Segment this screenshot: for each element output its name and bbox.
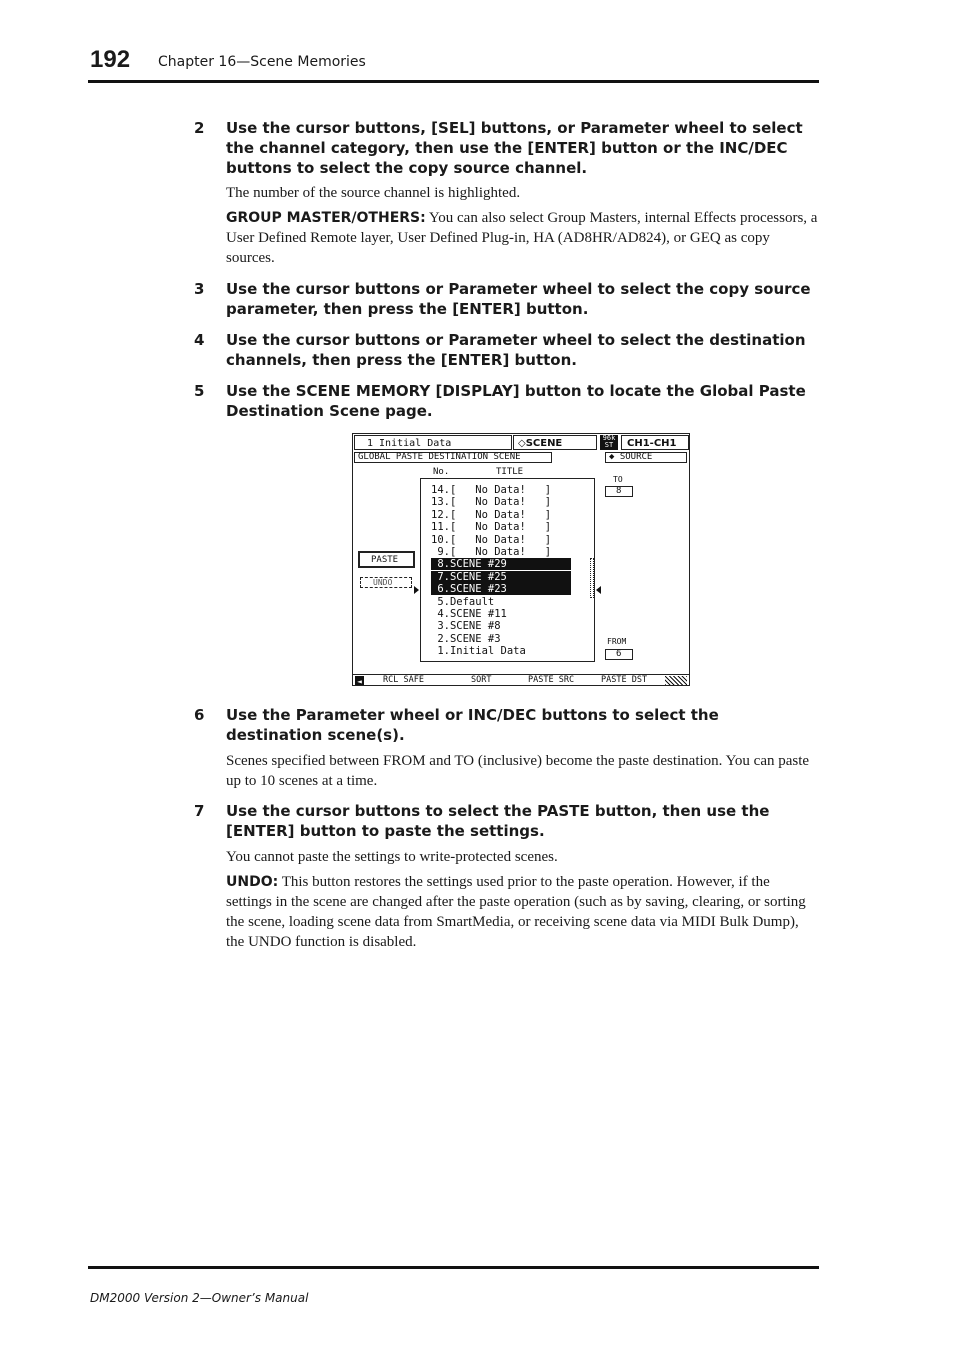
scene-list-item[interactable]: 14.[ No Data! ] [431,484,552,496]
scene-list-item[interactable]: 6.SCENE #23 [431,583,571,595]
to-value: 8 [616,486,622,496]
undo-button[interactable] [360,577,412,588]
rate-badge: 96k ST [600,435,618,450]
step-number: 7 [194,802,205,820]
scene-list-item[interactable]: 13.[ No Data! ] [431,496,552,509]
footer-rule [88,1266,819,1269]
paragraph-undo [226,872,818,952]
paste-button[interactable] [358,551,415,568]
step-number: 4 [194,331,205,349]
scene-list[interactable] [420,478,595,662]
step-number: 2 [194,119,205,137]
source-label: ◆ SOURCE [609,452,653,462]
paragraph-lead: UNDO: [226,874,279,890]
paragraph-lead: GROUP MASTER/OTHERS: [226,210,426,226]
scene-list-item[interactable]: 7.SCENE #25 [431,571,571,583]
column-title: TITLE [496,467,524,477]
chapter-title: Chapter 16—Scene Memories [158,54,366,70]
tab-paste-src[interactable]: PASTE SRC [528,675,575,685]
channel-label: CH1-CH1 [627,438,677,449]
paragraph-text: You can also select Group Masters, internal Effects processors, a User Defined Remote layer, User Defined Plug-in, HA (AD8HR/AD824), or GEQ as copy sources. [226,210,818,266]
tab-scroll-left-icon[interactable]: ◄ [357,677,362,686]
from-value-field[interactable] [605,649,633,660]
step-number: 6 [194,706,205,724]
paragraph-write-protected: You cannot paste the settings to write-protected scenes. [226,849,558,865]
to-label: TO [613,475,623,484]
from-value: 6 [616,649,622,659]
to-value-field[interactable] [605,486,633,497]
mode-label: ◇SCENE [518,438,563,449]
undo-label: UNDO [373,578,393,587]
scene-list-item[interactable]: 1.Initial Data [431,645,526,658]
page-title-field [354,452,552,463]
scene-name: 1 Initial Data [367,438,452,449]
step-text: Use the Parameter wheel or INC/DEC buttons to select the destination scene(s). [226,706,719,744]
page-number: 192 [90,46,131,73]
scene-list-item[interactable]: 2.SCENE #3 [431,632,501,645]
paragraph-from-to: Scenes specified between FROM and TO (inclusive) become the paste destination. You can paste up to 10 scenes at a time. [226,753,810,789]
tab-hatch [665,676,687,685]
column-no: No. [433,467,450,477]
source-button[interactable] [605,452,687,463]
from-label: FROM [607,637,627,646]
step-text: Use the cursor buttons or Parameter wheel to select the destination channels, then press the [ENTER] button. [226,331,806,369]
scene-list-item[interactable]: 3.SCENE #8 [431,620,501,633]
tab-sort[interactable]: SORT [471,675,492,685]
scene-list-item[interactable]: 11.[ No Data! ] [431,521,552,534]
paragraph-text: This button restores the settings used prior to the paste operation. However, if the settings in the scene are changed after the paste operation (such as by saving, clearing, or sorting the scene, loading scene data from SmartMedia, or receiving scene data via MIDI Bulk Dump), the UNDO function is disabled. [226,874,806,950]
scene-name-field [354,435,512,450]
scene-list-item[interactable]: 10.[ No Data! ] [431,533,552,546]
page-title: GLOBAL PASTE DESTINATION SCENE [358,452,521,462]
scene-list-item[interactable]: 12.[ No Data! ] [431,508,552,521]
tab-paste-dst[interactable]: PASTE DST [601,675,648,685]
header-rule [88,80,819,83]
left-arrow-icon [414,586,419,594]
step-text: Use the SCENE MEMORY [DISPLAY] button to locate the Global Paste Destination Scene page. [226,382,806,420]
scene-list-item[interactable]: 4.SCENE #11 [431,608,507,620]
footer-text: DM2000 Version 2—Owner’s Manual [90,1291,309,1305]
tab-rcl-safe[interactable]: RCL SAFE [383,675,424,685]
mode-field [513,435,597,450]
scrollbar[interactable] [590,558,594,598]
paragraph-source-highlighted: The number of the source channel is highlighted. [226,185,521,201]
scene-list-item[interactable]: 5.Default [431,595,495,608]
paste-label: PASTE [371,555,399,565]
step-text: Use the cursor buttons to select the PASTE button, then use the [ENTER] button to paste the settings. [226,802,770,840]
right-arrow-icon [596,586,601,594]
lcd-screen [352,433,690,686]
paragraph-group-master [226,208,818,268]
step-text: Use the cursor buttons or Parameter wheel to select the copy source parameter, then press the [ENTER] button. [226,280,811,318]
channel-field [621,435,689,450]
step-text: Use the cursor buttons, [SEL] buttons, or Parameter wheel to select the channel category, then use the [ENTER] button or the INC/DEC buttons to select the copy source channel. [226,119,803,177]
scene-list-item[interactable]: 8.SCENE #29 [431,558,571,570]
tab-bar [353,674,689,686]
step-number: 5 [194,382,205,400]
step-number: 3 [194,280,205,298]
scene-list-item[interactable]: 9.[ No Data! ] [431,546,552,558]
